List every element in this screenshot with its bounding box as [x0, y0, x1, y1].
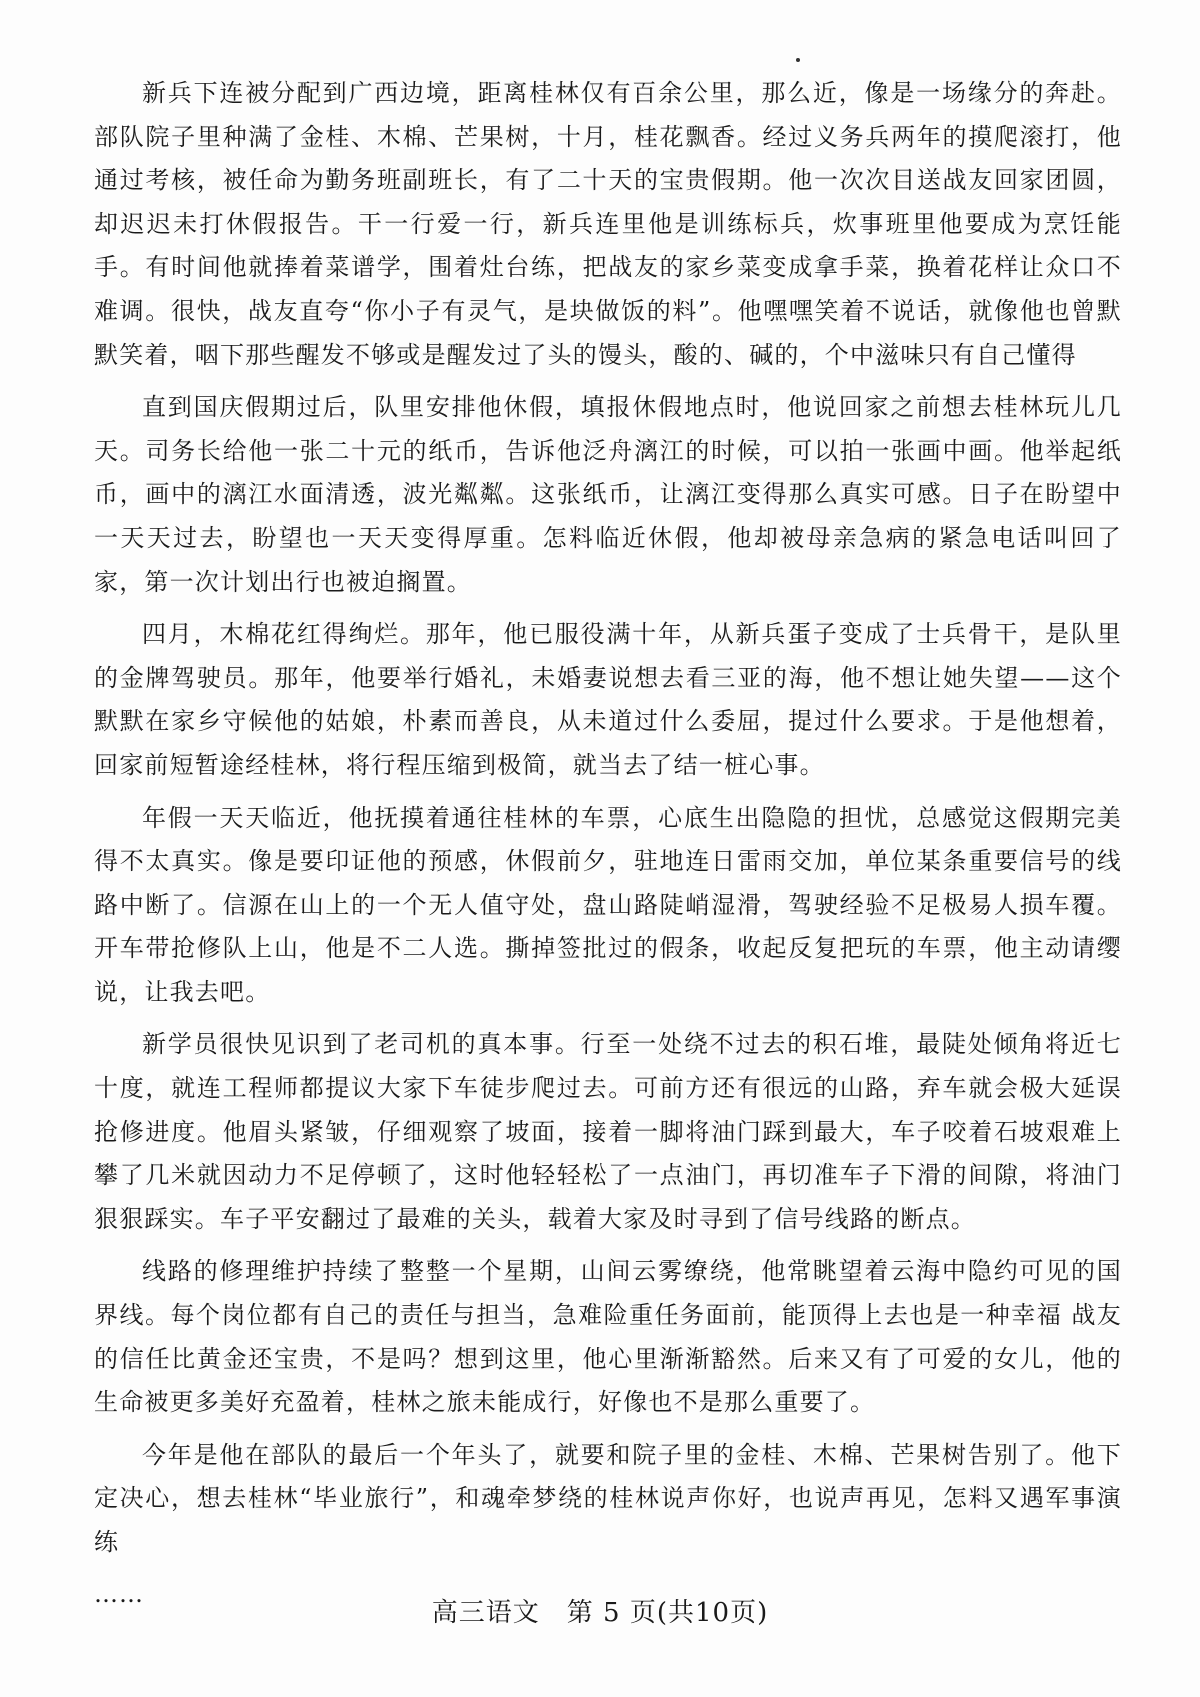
paragraph-7: 今年是他在部队的最后一个年头了，就要和院子里的金桂、木棉、芒果树告别了。他下定决心，想去桂林“毕业旅行”，和魂牵梦绕的桂林说声你好，也说声再见，怎料又遇军事演练 [94, 1440, 1122, 1556]
paragraph-5: 新学员很快见识到了老司机的真本事。行至一处绕不过去的积石堆，最陡处倾角将近七十度，就连工程师都提议大家下车徒步爬过去。可前方还有很远的山路，弃车就会极大延误抢修进度。他眉头紧皱，仔细观察了坡面，接着一脚将油门踩到最大，车子咬着石坡艰难上攀了几米就因动力不足停顿了，这时他轻轻松了一点油门，再切准车子下滑的间隙，将油门狠狠踩实。车子平安翻过了最难的关头，载着大家及时寻到了信号线路的断点。 [94, 1030, 1122, 1233]
paragraph-3: 四月，木棉花红得绚烂。那年，他已服役满十年，从新兵蛋子变成了士兵骨干，是队里的金牌驾驶员。那年，他要举行婚礼，未婚妻说想去看三亚的海，他不想让她失望——这个默默在家乡守候他的姑娘，朴素而善良，从未道过什么委屈，提过什么要求。于是他想着，回家前短暂途经桂林，将行程压缩到极简，就当去了结一桩心事。 [94, 620, 1122, 779]
print-speck [796, 58, 800, 62]
paragraph-1: 新兵下连被分配到广西边境，距离桂林仅有百余公里，那么近，像是一场缘分的奔赴。部队院子里种满了金桂、木棉、芒果树，十月，桂花飘香。经过义务兵两年的摸爬滚打，他通过考核，被任命为勤务班副班长，有了二十天的宝贵假期。他一次次目送战友回家团圆，却迟迟未打休假报告。干一行爱一行，新兵连里他是训练标兵，炊事班里他要成为烹饪能手。有时间他就捧着菜谱学，围着灶台练，把战友的家乡菜变成拿手菜，换着花样让众口不难调。很快，战友直夸“你小子有灵气，是块做饭的料”。他嘿嘿笑着不说话，就像他也曾默默笑着，咽下那些醒发不够或是醒发过了头的馒头，酸的、碱的，个中滋味只有自己懂得 [94, 79, 1122, 369]
paragraph-4: 年假一天天临近，他抚摸着通往桂林的车票，心底生出隐隐的担忧，总感觉这假期完美得不太真实。像是要印证他的预感，休假前夕，驻地连日雷雨交加，单位某条重要信号的线路中断了。信源在山上的一个无人值守处，盘山路陡峭湿滑，驾驶经验不足极易人损车覆。开车带抢修队上山，他是不二人选。撕掉签批过的假条，收起反复把玩的车票，他主动请缨说，让我去吧。 [94, 803, 1122, 1006]
continuation-ellipsis: …… [94, 1579, 144, 1608]
paragraph-6: 线路的修理维护持续了整整一个星期，山间云雾缭绕，他常眺望着云海中隐约可见的国界线。每个岗位都有自己的责任与担当，急难险重任务面前，能顶得上去也是一种幸福 战友的信任比黄金还宝贵，不是吗？想到这里，他心里渐渐豁然。后来又有了可爱的女儿，他的生命被更多美好充盈着，桂林之旅未能成行，好像也不是那么重要了。 [94, 1257, 1122, 1417]
page-footer: 高三语文 第 5 页(共10页) [431, 1598, 769, 1628]
paragraph-2: 直到国庆假期过后，队里安排他休假，填报休假地点时，他说回家之前想去桂林玩儿几天。司务长给他一张二十元的纸币，告诉他泛舟漓江的时候，可以拍一张画中画。他举起纸币，画中的漓江水面清透，波光粼粼。这张纸币，让漓江变得那么真实可感。日子在盼望中一天天过去，盼望也一天天变得厚重。怎料临近休假，他却被母亲急病的紧急电话叫回了家，第一次计划出行也被迫搁置。 [94, 393, 1122, 596]
article-body [94, 72, 1122, 1614]
